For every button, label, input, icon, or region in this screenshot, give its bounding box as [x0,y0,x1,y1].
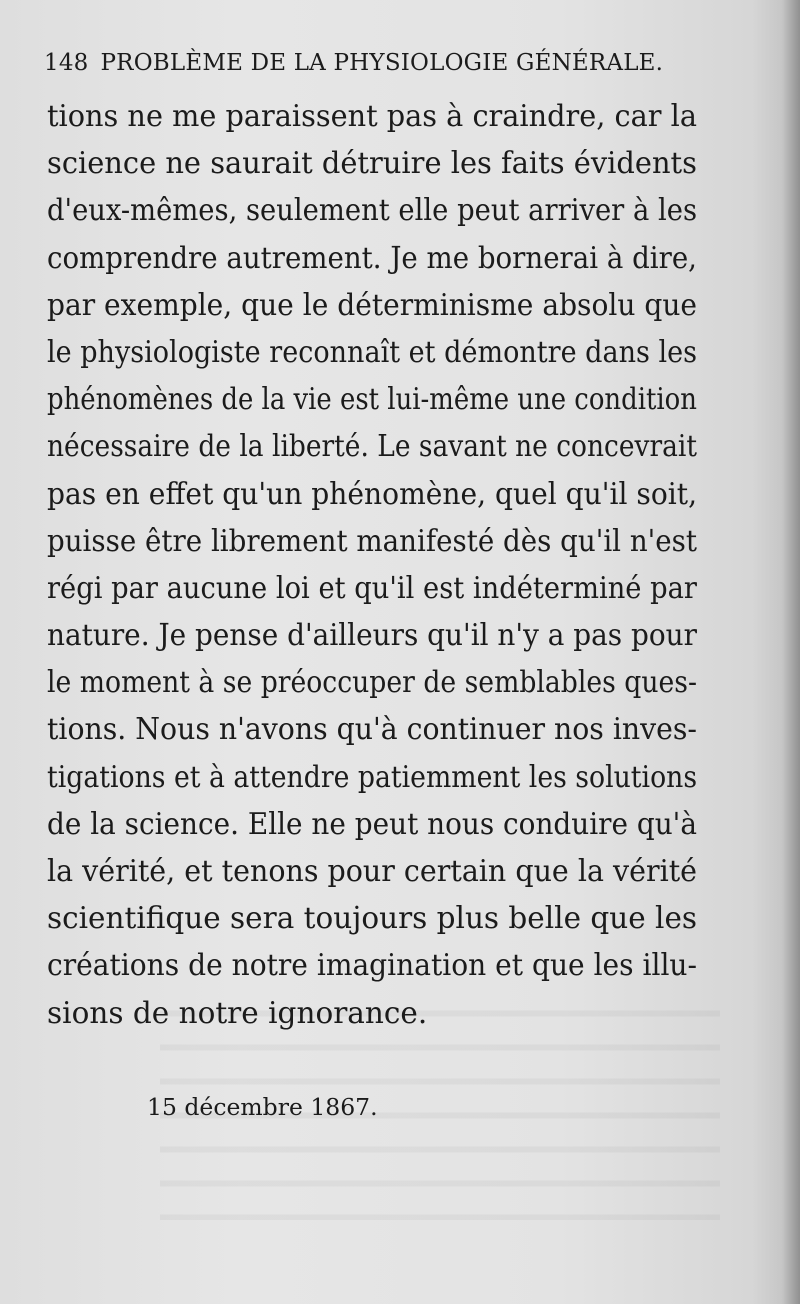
text-line: scientifique sera toujours plus belle que les [47,901,698,936]
text-line: le physiologiste reconnaît et démontre dans les [47,334,698,369]
text-line: nécessaire de la liberté. Le savant ne concevrait [47,429,698,464]
text-line: tions ne me paraissent pas à craindre, car la [47,99,697,133]
dateline: 15 décembre 1867. [147,1093,378,1121]
text-line: comprendre autrement. Je me bornerai à dire, [47,240,697,275]
text-line: le moment à se préoccuper de semblables ques- [47,665,697,700]
text-line: la vérité, et tenons pour certain que la vérité [47,854,698,888]
page-edge-shadow [782,0,800,1304]
text-line: tions. Nous n'avons qu'à continuer nos inves- [47,712,697,747]
text-line: phénomènes de la vie est lui-même une condition [47,382,697,417]
running-title: PROBLÈME DE LA PHYSIOLOGIE GÉNÉRALE. [100,50,664,76]
text-line: nature. Je pense d'ailleurs qu'il n'y a pas pour [47,618,697,653]
text-line: créations de notre imagination et que les illu- [47,948,698,983]
text-line: pas en effet qu'un phénomène, quel qu'il soit, [47,476,698,511]
text-line: de la science. Elle ne peut nous conduire qu'à [47,806,697,841]
text-line: régi par aucune loi et qu'il est indéterminé par [47,570,697,605]
text-line: science ne saurait détruire les faits évidents [47,146,697,181]
page-number: 148 [44,50,89,76]
text-line: puisse être librement manifesté dès qu'il n'est [47,523,697,558]
running-header [44,50,744,76]
text-line: tigations et à attendre patiemment les solutions [47,759,698,794]
text-line: sions de notre ignorance. [47,995,428,1030]
body-text [47,96,697,1040]
text-line: d'eux-mêmes, seulement elle peut arriver à les [47,193,698,228]
text-line: par exemple, que le déterminisme absolu que [47,287,698,322]
